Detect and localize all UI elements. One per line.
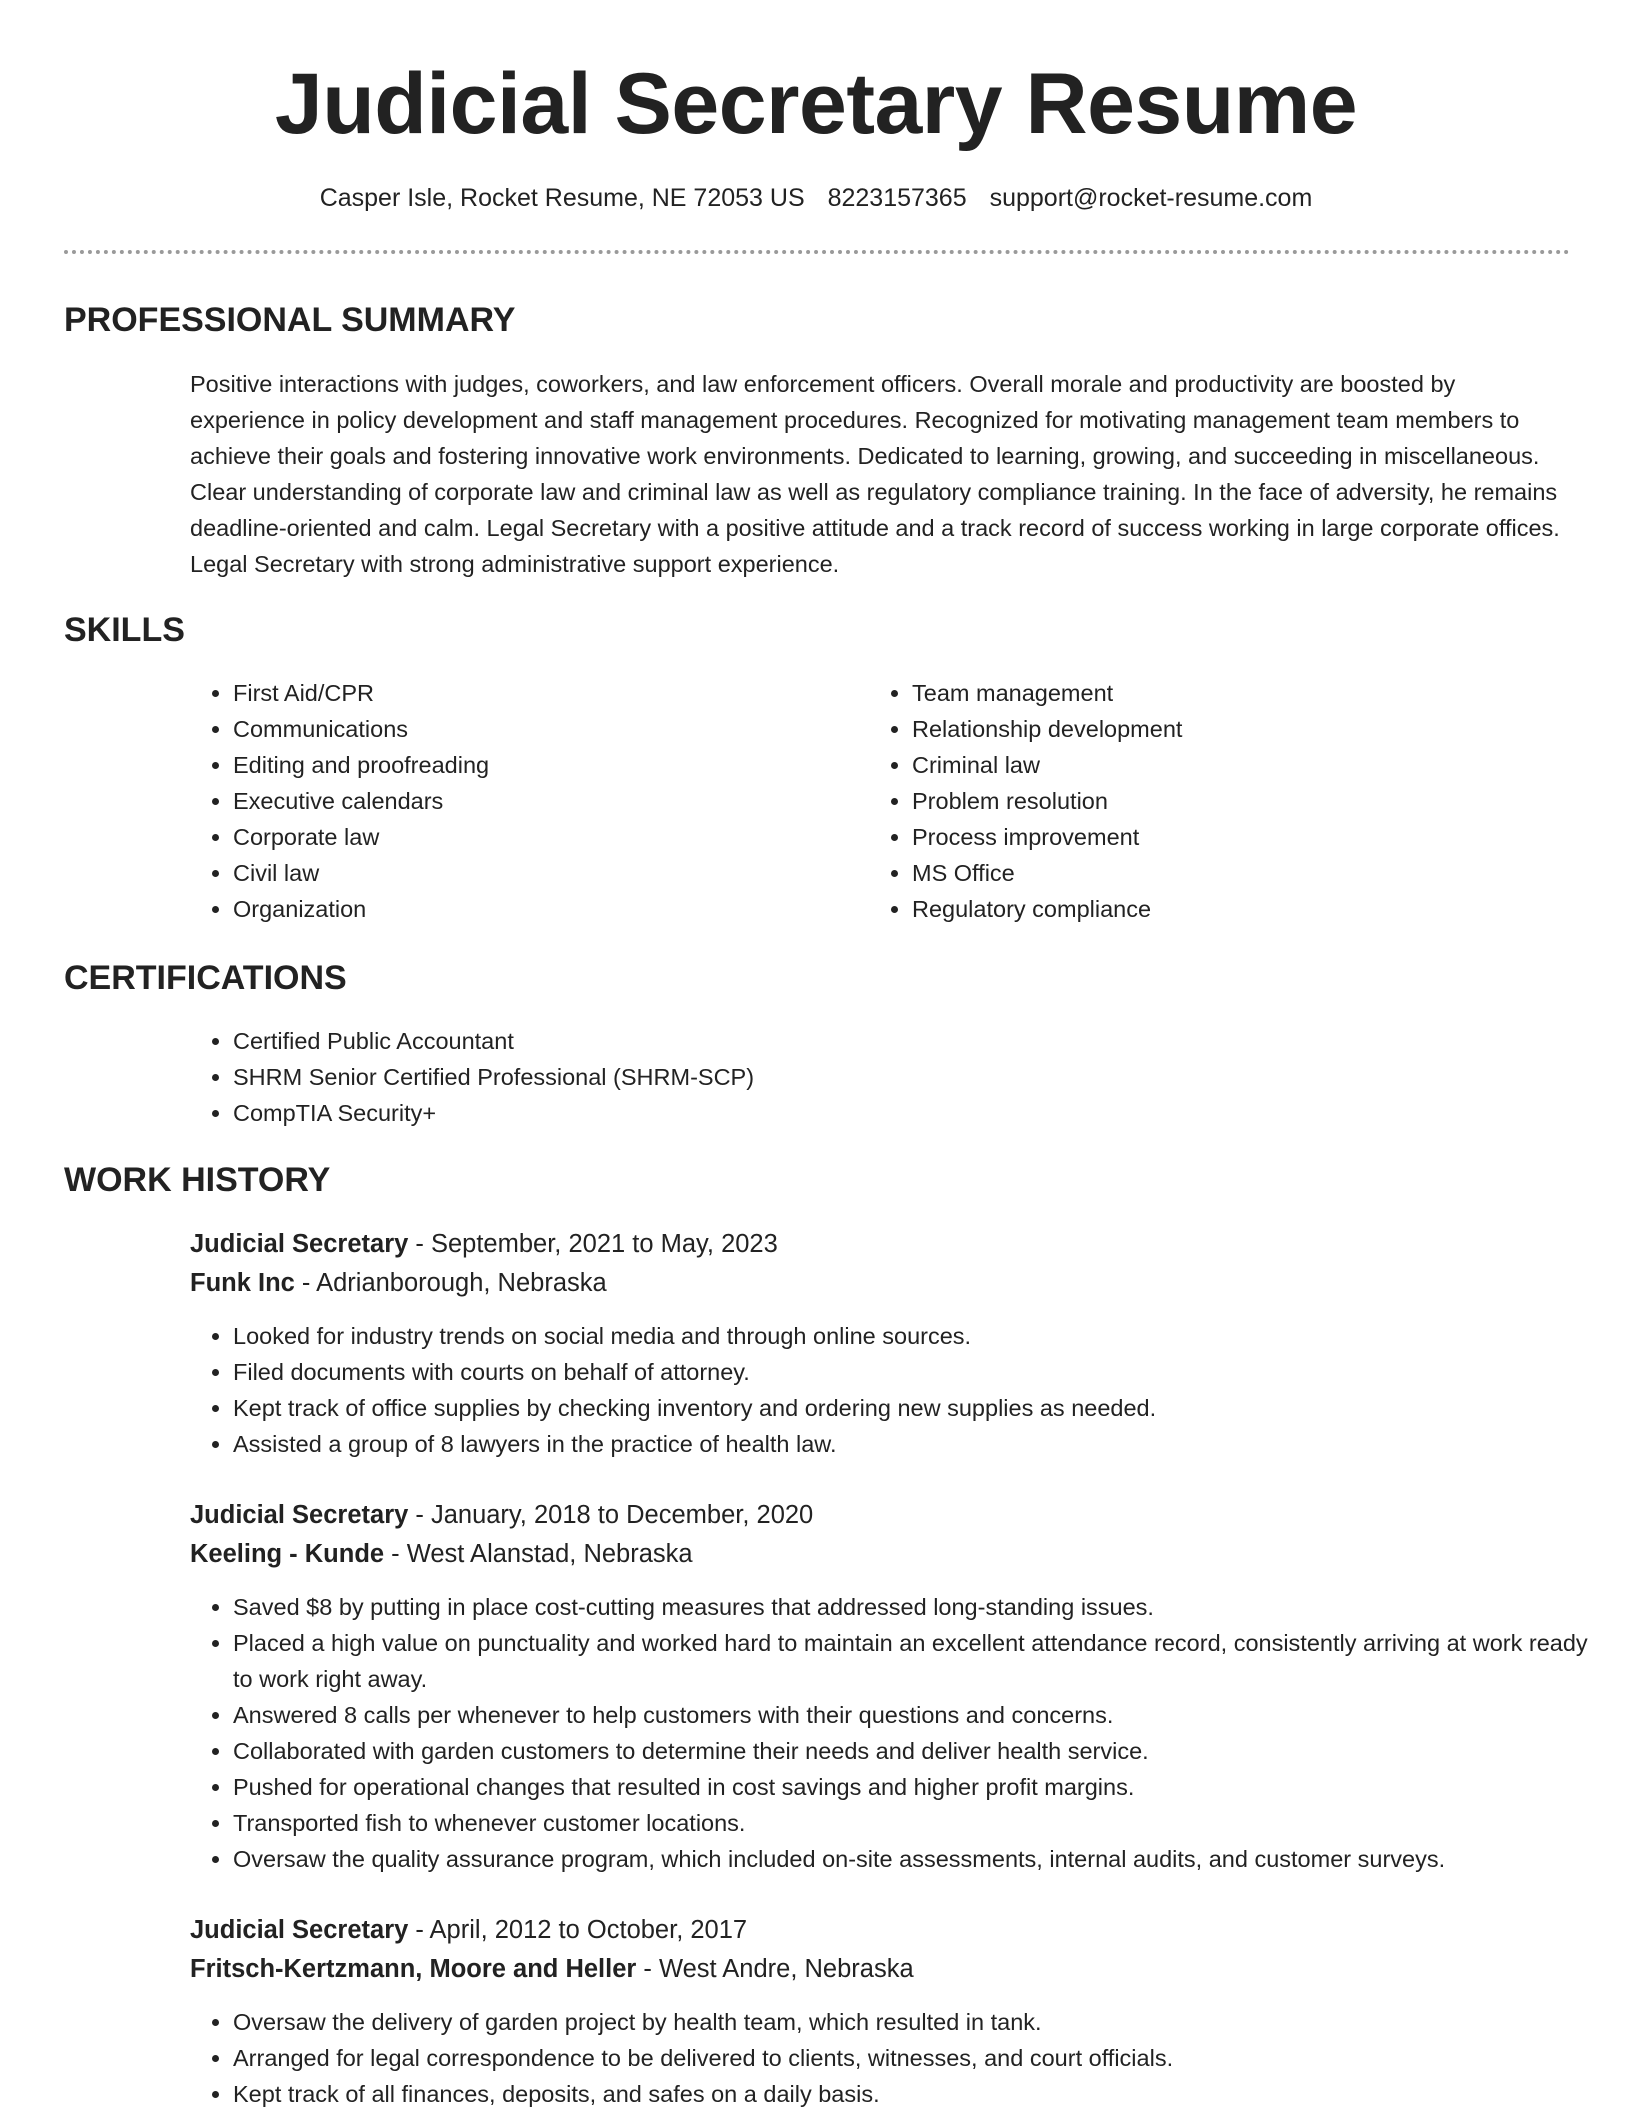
job-bullet: • Assisted a group of 8 lawyers in the practice of health law. bbox=[233, 1426, 1613, 1462]
job-dates: - April, 2012 to October, 2017 bbox=[408, 1916, 748, 1944]
job-dates: - September, 2021 to May, 2023 bbox=[408, 1230, 778, 1258]
job-bullet: • Pushed for operational changes that resulted in cost savings and higher profit margins. bbox=[233, 1769, 1613, 1805]
job-location: - West Alanstad, Nebraska bbox=[384, 1540, 693, 1568]
skill-item: • Communications bbox=[233, 711, 853, 747]
skill-item: • First Aid/CPR bbox=[233, 675, 853, 711]
contact-address: Casper Isle, Rocket Resume, NE 72053 US bbox=[319, 184, 805, 212]
summary-text: Positive interactions with judges, coworkers, and law enforcement officers. Overall morale and productivity are boosted by experience in policy development and staff management procedures. Recognized for motivating management team members to achieve their goals and fostering innovative work environments. Dedicated to learning, growing, and succeeding in miscellaneous. Clear understanding of corporate law and criminal law as well as regulatory compliance training. In the face of adversity, he remains deadline-oriented and calm. Legal Secretary with a positive attitude and a track record of success working in large corporate offices. Legal Secretary with strong administrative support experience. bbox=[190, 371, 1560, 577]
certification-item: • SHRM Senior Certified Professional (SHRM-SCP) bbox=[233, 1059, 1533, 1095]
skill-item: • Relationship development bbox=[912, 711, 1562, 747]
job-bullet: • Kept track of office supplies by checking inventory and ordering new supplies as needed. bbox=[233, 1390, 1613, 1426]
certifications-list bbox=[189, 1023, 1533, 1131]
job-title: Judicial Secretary bbox=[190, 1230, 409, 1258]
skills-heading: SKILLS bbox=[64, 611, 185, 649]
job-bullet: • Placed a high value on punctuality and worked hard to maintain an excellent attendance record, consistently arriving at work ready to work right away. bbox=[233, 1625, 1613, 1697]
resume-title: Judicial Secretary Resume bbox=[274, 56, 1358, 152]
job-bullet: • Oversaw the delivery of garden project by health team, which resulted in tank. bbox=[233, 2004, 1613, 2040]
job-company: Fritsch-Kertzmann, Moore and Heller bbox=[190, 1955, 637, 1983]
certification-item: • CompTIA Security+ bbox=[233, 1095, 1533, 1131]
skill-item: • MS Office bbox=[912, 855, 1562, 891]
job-location: - Adrianborough, Nebraska bbox=[294, 1269, 607, 1297]
certifications-heading: CERTIFICATIONS bbox=[64, 959, 347, 997]
job-bullet: • Filed documents with courts on behalf of attorney. bbox=[233, 1354, 1613, 1390]
skill-item: • Process improvement bbox=[912, 819, 1562, 855]
work-history-heading: WORK HISTORY bbox=[64, 1161, 331, 1199]
skill-item: • Regulatory compliance bbox=[912, 891, 1562, 927]
skills-list-right bbox=[868, 675, 1562, 927]
contact-line bbox=[0, 180, 1632, 216]
job-dates: - January, 2018 to December, 2020 bbox=[408, 1501, 814, 1529]
job-bullet: • Arranged for legal correspondence to be delivered to clients, witnesses, and court officials. bbox=[233, 2040, 1613, 2076]
skill-item: • Editing and proofreading bbox=[233, 747, 853, 783]
job-title-line bbox=[190, 1225, 778, 1263]
skill-item: • Problem resolution bbox=[912, 783, 1562, 819]
skill-item: • Criminal law bbox=[912, 747, 1562, 783]
skill-item: • Civil law bbox=[233, 855, 853, 891]
job-company-line bbox=[190, 1535, 693, 1573]
job-title: Judicial Secretary bbox=[190, 1916, 409, 1944]
job-company-line bbox=[190, 1264, 607, 1302]
job-bullet: • Transported fish to whenever customer locations. bbox=[233, 1805, 1613, 1841]
job-bullet: • Saved $8 by putting in place cost-cutting measures that addressed long-standing issues. bbox=[233, 1589, 1613, 1625]
job-company: Keeling - Kunde bbox=[190, 1540, 385, 1568]
skill-item: • Organization bbox=[233, 891, 853, 927]
job-bullet: • Looked for industry trends on social media and through online sources. bbox=[233, 1318, 1613, 1354]
job-bullet: • Collaborated with garden customers to determine their needs and deliver health service. bbox=[233, 1733, 1613, 1769]
skill-item: • Team management bbox=[912, 675, 1562, 711]
contact-email: support@rocket-resume.com bbox=[989, 184, 1313, 212]
job-company-line bbox=[190, 1950, 914, 1988]
skill-item: • Corporate law bbox=[233, 819, 853, 855]
certification-item: • Certified Public Accountant bbox=[233, 1023, 1533, 1059]
summary-heading: PROFESSIONAL SUMMARY bbox=[64, 301, 516, 339]
skill-item: • Executive calendars bbox=[233, 783, 853, 819]
job-bullets bbox=[189, 2004, 1613, 2112]
job-company: Funk Inc bbox=[190, 1269, 295, 1297]
contact-phone: 8223157365 bbox=[827, 184, 967, 212]
job-bullet: • Oversaw the quality assurance program, which included on-site assessments, internal audits, and customer surveys. bbox=[233, 1841, 1613, 1877]
job-bullet: • Answered 8 calls per whenever to help customers with their questions and concerns. bbox=[233, 1697, 1613, 1733]
header-divider bbox=[64, 250, 1570, 254]
job-title-line bbox=[190, 1496, 813, 1534]
job-bullet: • Kept track of all finances, deposits, and safes on a daily basis. bbox=[233, 2076, 1613, 2112]
job-location: - West Andre, Nebraska bbox=[636, 1955, 914, 1983]
job-bullets bbox=[189, 1589, 1613, 1877]
skills-list-left bbox=[189, 675, 853, 927]
job-bullets bbox=[189, 1318, 1613, 1462]
job-title-line bbox=[190, 1911, 747, 1949]
job-title: Judicial Secretary bbox=[190, 1501, 409, 1529]
